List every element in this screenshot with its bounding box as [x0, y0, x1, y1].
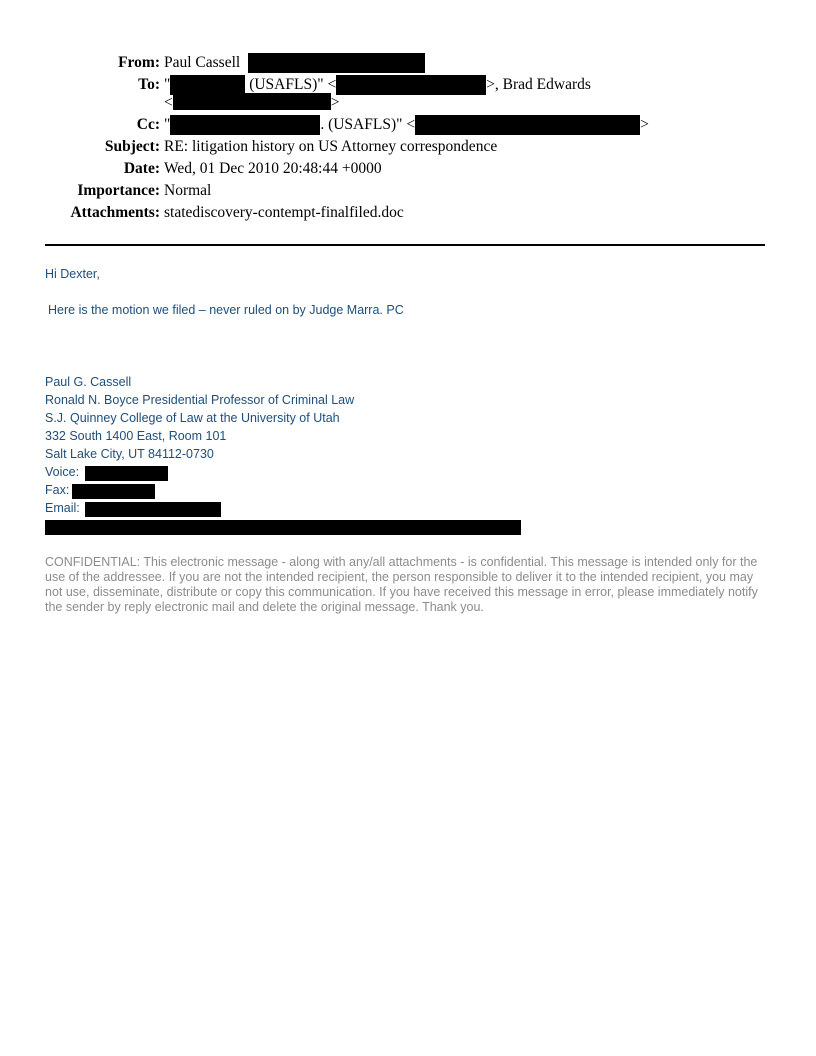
redaction-to-email-2	[173, 93, 331, 110]
redaction-fax	[72, 484, 155, 499]
signature-email-label: Email:	[45, 501, 80, 515]
from-row	[0, 53, 816, 73]
signature-name: Paul G. Cassell	[45, 375, 132, 389]
subject-label: Subject:	[104, 138, 160, 155]
redaction-email	[85, 502, 221, 517]
cc-row	[0, 115, 816, 135]
to-row	[0, 75, 816, 95]
date-row	[0, 159, 816, 179]
to-label: To:	[138, 76, 160, 93]
importance-label: Importance:	[77, 182, 160, 199]
subject-row	[0, 137, 816, 157]
from-label: From:	[118, 54, 160, 71]
redaction-cc-name	[170, 115, 320, 135]
attachments-label: Attachments:	[70, 204, 160, 221]
confidentiality-notice: CONFIDENTIAL: This electronic message - along with any/all attachments - is confidential. This message is intended only for the use of the addressee. If you are not the intended recipient, the person responsible to deliver it to the intended recipient, you may not use, disseminate, distribute or copy this communication. If you have received this message in error, please immediately notify the sender by reply electronic mail and delete the original message. Thank you.	[45, 555, 758, 614]
to-value-line2: < >	[164, 94, 340, 111]
signature-voice-label: Voice:	[45, 465, 80, 479]
importance-row	[0, 181, 816, 201]
redaction-voice	[85, 466, 168, 481]
redaction-to-name	[170, 75, 245, 95]
cc-value: " . (USAFLS)" < >	[164, 116, 649, 133]
importance-value: Normal	[164, 182, 212, 199]
redaction-from-email	[248, 53, 425, 73]
attachment-filename[interactable]: statediscovery-contempt-finalfiled.doc	[164, 204, 404, 221]
cc-label: Cc:	[136, 116, 160, 133]
signature-address-line2: Salt Lake City, UT 84112-0730	[45, 447, 214, 461]
signature-fax-label: Fax:	[45, 483, 70, 497]
redaction-to-email	[336, 75, 486, 95]
subject-value: RE: litigation history on US Attorney correspondence	[164, 138, 498, 155]
signature-address-line1: 332 South 1400 East, Room 101	[45, 429, 227, 443]
attachments-row	[0, 203, 816, 223]
to-value: " (USAFLS)" < >, Brad Edwards	[164, 76, 591, 93]
header-divider	[45, 244, 765, 246]
from-name: Paul Cassell	[164, 54, 241, 71]
signature-title: Ronald N. Boyce Presidential Professor of Criminal Law	[45, 393, 355, 407]
redaction-cc-email	[415, 115, 640, 135]
to-row-continued	[0, 93, 816, 113]
redaction-signature-line	[45, 520, 521, 535]
message-body: Here is the motion we filed – never ruled on by Judge Marra. PC	[48, 303, 404, 317]
date-value: Wed, 01 Dec 2010 20:48:44 +0000	[164, 160, 382, 177]
greeting: Hi Dexter,	[45, 267, 100, 281]
date-label: Date:	[123, 160, 160, 177]
signature-institution: S.J. Quinney College of Law at the University of Utah	[45, 411, 340, 425]
from-value	[164, 53, 425, 73]
